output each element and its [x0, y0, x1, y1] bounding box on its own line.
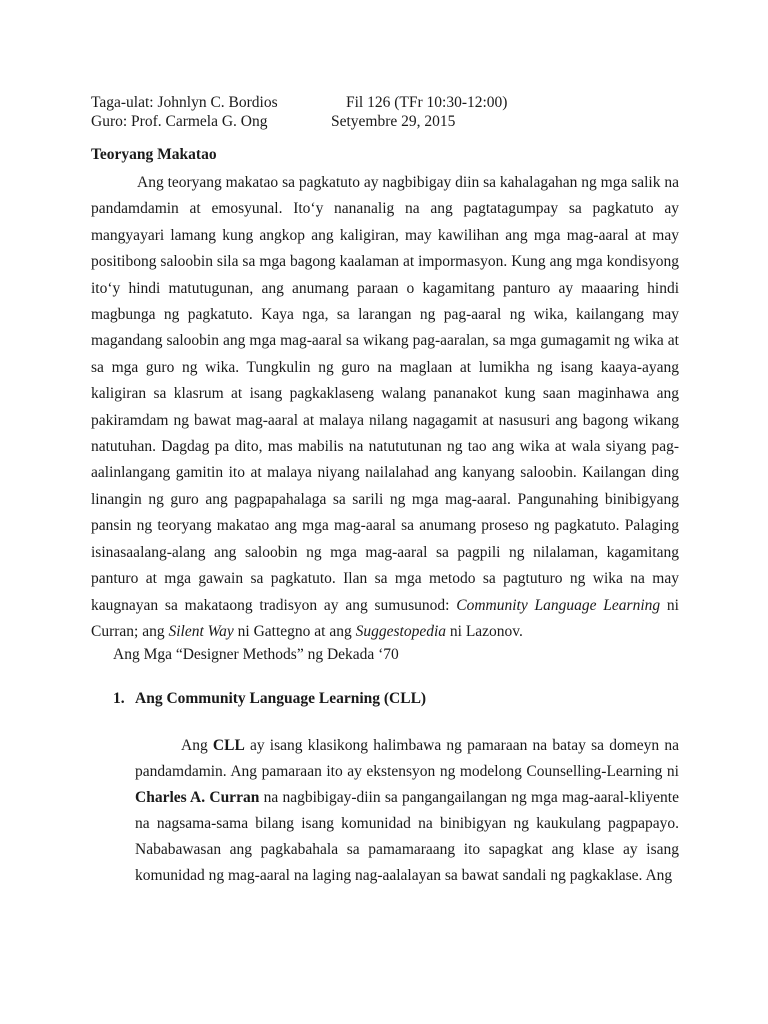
cll-heading: [113, 690, 426, 708]
cll-paragraph: [135, 733, 679, 890]
course-info: Fil 126 (TFr 10:30-12:00): [346, 94, 508, 111]
cll-text-start: Ang: [181, 737, 213, 754]
section-title: Teoryang Makatao: [91, 146, 217, 163]
cll-abbreviation: CLL: [212, 737, 245, 754]
report-date: Setyembre 29, 2015: [331, 113, 456, 130]
reporter-name: Taga-ulat: Johnlyn C. Bordios: [91, 94, 278, 111]
cll-text-middle: ay isang klasikong halimbawa ng pamaraan na batay sa domeyn na pandamdamin. Ang pamaraan ito ay ekstensyon ng modelong Counselling-Learning ni: [135, 737, 679, 781]
method-silent-way: Silent Way: [168, 622, 234, 640]
curran-name: Charles A. Curran: [135, 789, 260, 807]
method-silent-way-author: ni Gattegno at ang: [233, 622, 356, 640]
method-cll-author: ni Curran; ang: [91, 596, 679, 640]
cll-text-end: na nagbibigay-diin sa pangangailangan ng mga mag-aaral-kliyente na nagsama-sama bilang isang komunidad na binibigyan ng kaukulang pagpapayo. Nababawasan ang pagkabahala sa pamamaraang ito sapagkat ang klase ay isang komunidad ng mag-aaral na laging nag-aalalayan sa bawat sandali ng pagkaklase. Ang: [135, 789, 679, 885]
list-number: 1.: [113, 690, 125, 707]
intro-paragraph: [91, 170, 679, 645]
teacher-name: Guro: Prof. Carmela G. Ong: [91, 113, 268, 130]
method-cll: Community Language Learning: [456, 596, 661, 614]
header-row-2: [91, 113, 456, 131]
header-row-1: [91, 94, 508, 112]
method-suggestopedia-author: ni Lazonov.: [446, 622, 523, 640]
cll-heading-text: Ang Community Language Learning (CLL): [135, 690, 427, 707]
method-suggestopedia: Suggestopedia: [355, 622, 447, 640]
intro-text: Ang teoryang makatao sa pagkatuto ay nagbibigay diin sa kahalagahan ng mga salik na pandamdamin at emosyunal. Ito‘y nananalig na ang pagtatagumpay sa pagkatuto ay mangyayari lamang kung angkop ang kaligiran, may kawilihan ang mga mag-aaral at may positibong saloobin sila sa mga bagong kaalaman at impormasyon. Kung ang mga kondisyong ito‘y hindi matutugunan, ang anumang paraan o kagamitang panturo ay maaaring hindi magbunga ng pagkatuto. Kaya nga, sa larangan ng pag-aaral ng wika, kailangang may magandang saloobin ang mga mag-aaral sa wikang pag-aaralan, sa mga gumagamit ng wika at sa mga guro ng wika. Tungkulin ng guro na maglaan at lumikha ng isang kaaya-ayang kaligiran sa klasrum at isang pagkaklaseng walang pananakot kung saan maginhawa ang pakiramdam ng bawat mag-aaral at malaya nilang nagagamit at nasusuri ang bagong wikang natutuhan. Dagdag pa dito, mas mabilis na natututunan ng tao ang wika at wala siyang pag-aalinlangang gamitin ito at malaya niyang nailalahad ang kanyang saloobin. Kailangan ding linangin ng guro ang pagpapahalaga sa sarili ng mga mag-aaral. Pangunahing binibigyang pansin ng teoryang makatao ang mga mag-aaral sa anumang proseso ng pagkatuto. Palaging isinasaalang-alang ang saloobin ng mga mag-aaral sa pagpili ng nilalaman, kagamitang panturo at mga gawain sa pagkatuto. Ilan sa mga metodo sa pagtuturo ng wika na may kaugnayan sa makataong tradisyon ay ang sumusunod:: [91, 174, 679, 614]
designer-methods-subheading: Ang Mga “Designer Methods” ng Dekada ‘70: [113, 646, 399, 663]
